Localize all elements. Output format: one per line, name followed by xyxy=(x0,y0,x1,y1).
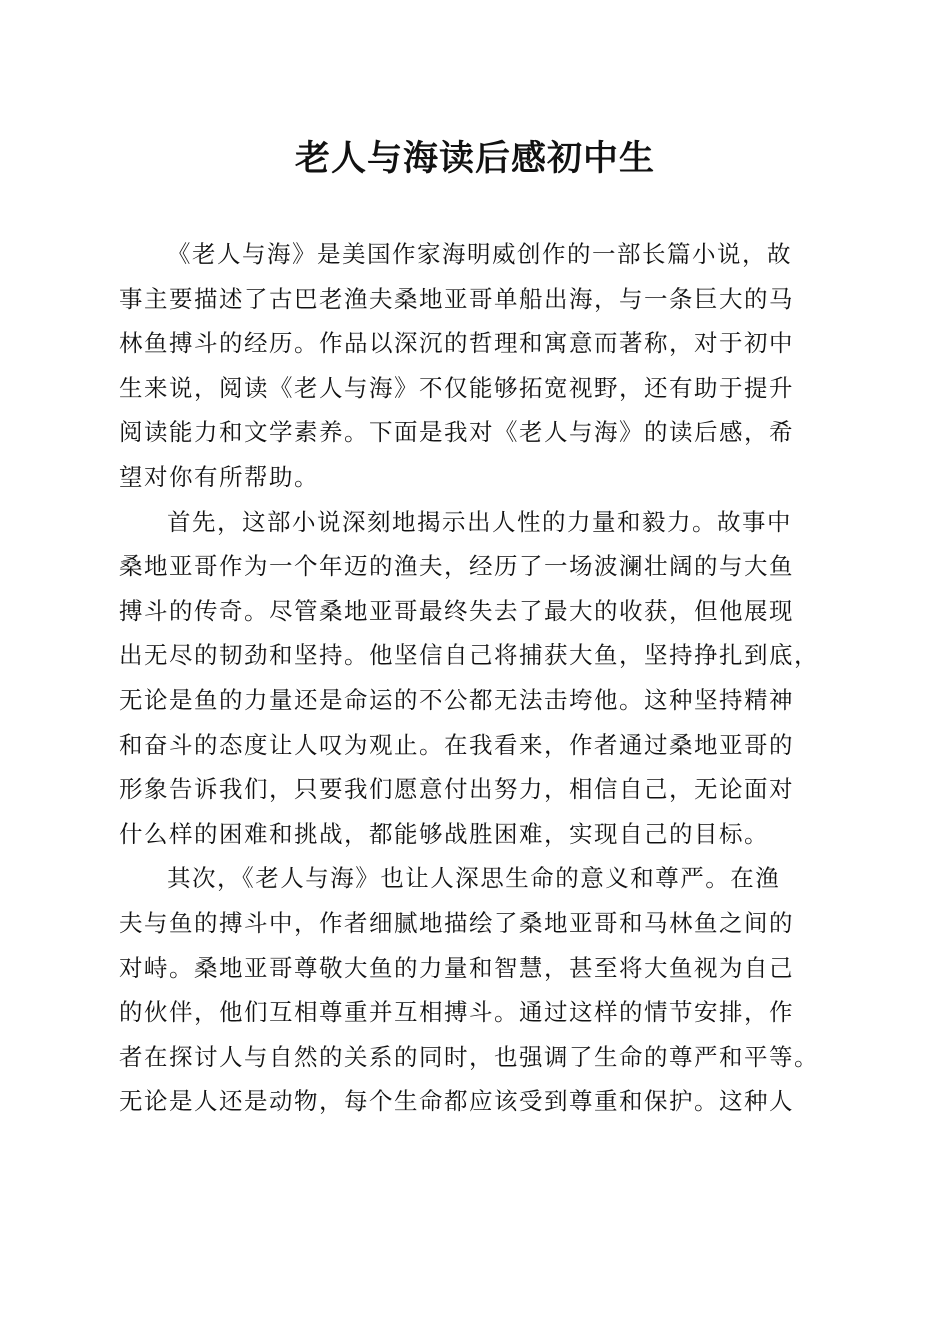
paragraph-3-line-5: 者在探讨人与自然的关系的同时，也强调了生命的尊严和平等。 xyxy=(119,1042,819,1071)
paragraph-1-line-4: 生来说，阅读《老人与海》不仅能够拓宽视野，还有助于提升 xyxy=(119,373,794,402)
paragraph-3-line-2: 夫与鱼的搏斗中，作者细腻地描绘了桑地亚哥和马林鱼之间的 xyxy=(119,908,794,937)
paragraph-2-line-7: 形象告诉我们，只要我们愿意付出努力，相信自己，无论面对 xyxy=(119,775,794,804)
document-title: 老人与海读后感初中生 xyxy=(294,138,655,179)
paragraph-3-line-4: 的伙伴，他们互相尊重并互相搏斗。通过这样的情节安排，作 xyxy=(119,998,794,1027)
paragraph-2-line-2: 桑地亚哥作为一个年迈的渔夫，经历了一场波澜壮阔的与大鱼 xyxy=(119,552,794,581)
paragraph-1-line-2: 事主要描述了古巴老渔夫桑地亚哥单船出海，与一条巨大的马 xyxy=(119,284,794,313)
paragraph-2-line-5: 无论是鱼的力量还是命运的不公都无法击垮他。这种坚持精神 xyxy=(119,685,794,714)
paragraph-1-line-6: 望对你有所帮助。 xyxy=(119,462,319,491)
paragraph-2-line-3: 搏斗的传奇。尽管桑地亚哥最终失去了最大的收获，但他展现 xyxy=(119,596,794,625)
paragraph-3-line-3: 对峙。桑地亚哥尊敬大鱼的力量和智慧，甚至将大鱼视为自己 xyxy=(119,953,794,982)
paragraph-1-line-1: 《老人与海》是美国作家海明威创作的一部长篇小说，故 xyxy=(167,240,792,268)
document-body xyxy=(119,232,839,1124)
paragraph-1-line-5: 阅读能力和文学素养。下面是我对《老人与海》的读后感，希 xyxy=(119,418,794,447)
paragraph-2-line-4: 出无尽的韧劲和坚持。他坚信自己将捕获大鱼，坚持挣扎到底， xyxy=(119,641,819,670)
paragraph-3-line-6: 无论是人还是动物，每个生命都应该受到尊重和保护。这种人 xyxy=(119,1087,794,1116)
paragraph-3-line-1: 其次，《老人与海》也让人深思生命的意义和尊严。在渔 xyxy=(167,864,781,893)
paragraph-2-line-8: 什么样的困难和挑战，都能够战胜困难，实现自己的目标。 xyxy=(119,819,769,848)
paragraph-2-line-1: 首先，这部小说深刻地揭示出人性的力量和毅力。故事中 xyxy=(167,507,792,536)
paragraph-1-line-3: 林鱼搏斗的经历。作品以深沉的哲理和寓意而著称，对于初中 xyxy=(119,329,794,358)
paragraph-2-line-6: 和奋斗的态度让人叹为观止。在我看来，作者通过桑地亚哥的 xyxy=(119,730,794,759)
